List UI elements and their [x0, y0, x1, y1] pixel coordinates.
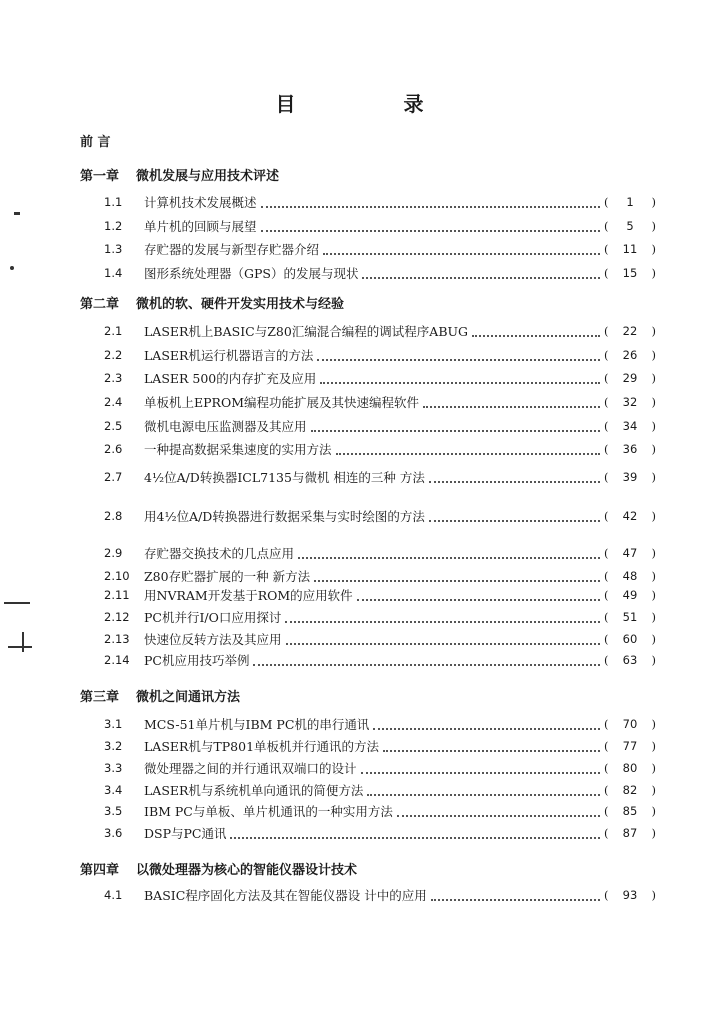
page-ref: ( 5 ) — [604, 219, 656, 233]
page-ref: ( 70 ) — [604, 717, 656, 731]
dot-leader — [261, 205, 600, 208]
toc-entry — [104, 607, 656, 627]
section-title: 存贮器交换技术的几点应用 — [144, 546, 295, 561]
page-number: 63 — [622, 653, 638, 667]
chapter-heading — [80, 165, 279, 184]
page-number: 87 — [622, 826, 638, 840]
chapter-heading — [80, 859, 357, 878]
dot-leader — [286, 642, 600, 645]
page-ref: ( 80 ) — [604, 761, 656, 775]
section-title: 单片机的回顾与展望 — [144, 219, 257, 234]
section-number: 2.5 — [104, 419, 123, 433]
dot-leader — [429, 519, 600, 522]
page-ref: ( 26 ) — [604, 348, 656, 362]
page-number: 22 — [622, 324, 638, 338]
section-title: 用4½位A/D转换器进行数据采集与实时绘图的方法 — [144, 509, 425, 524]
page-number: 42 — [622, 509, 638, 523]
page-ref: ( 77 ) — [604, 739, 656, 753]
page-number: 39 — [622, 470, 638, 484]
page-ref: ( 11 ) — [604, 242, 656, 256]
page-number: 80 — [622, 761, 638, 775]
toc-entry — [104, 439, 656, 459]
section-title: LASER 500的内存扩充及应用 — [144, 371, 317, 386]
page-number: 85 — [622, 804, 638, 818]
page-number: 82 — [622, 783, 638, 797]
chapter-title: 微机之间通讯方法 — [136, 690, 241, 705]
dot-leader — [285, 620, 600, 623]
section-number: 1.2 — [104, 219, 123, 233]
section-number: 3.5 — [104, 804, 123, 818]
dot-leader — [298, 556, 600, 559]
section-number: 2.7 — [104, 470, 123, 484]
page-ref: ( 32 ) — [604, 395, 656, 409]
section-title: LASER机与TP801单板机并行通讯的方法 — [144, 739, 380, 754]
page-ref: ( 93 ) — [604, 888, 656, 902]
chapter-heading — [80, 686, 240, 705]
toc-entry — [104, 566, 656, 586]
toc-entry — [104, 467, 656, 487]
toc-entry — [104, 758, 656, 778]
toc-entry — [104, 780, 656, 800]
page-ref: ( 85 ) — [604, 804, 656, 818]
section-title: IBM PC与单板、单片机通讯的一种实用方法 — [144, 804, 393, 819]
page-ref: ( 36 ) — [604, 442, 656, 456]
dot-leader — [431, 898, 600, 901]
page-ref: ( 87 ) — [604, 826, 656, 840]
toc-entry — [104, 714, 656, 734]
section-number: 3.4 — [104, 783, 123, 797]
page-ref: ( 63 ) — [604, 653, 656, 667]
section-title: LASER机上BASIC与Z80汇编混合编程的调试程序ABUG — [144, 324, 469, 339]
page-number: 36 — [622, 442, 638, 456]
section-title: 单板机上EPROM编程功能扩展及其快速编程软件 — [144, 395, 419, 410]
section-title: LASER机与系统机单向通讯的简便方法 — [144, 783, 364, 798]
chapter-heading — [80, 293, 344, 312]
page-number: 11 — [622, 242, 638, 256]
dot-leader — [323, 252, 600, 255]
page-number: 51 — [622, 610, 638, 624]
page-ref: ( 29 ) — [604, 371, 656, 385]
dot-leader — [373, 727, 600, 730]
chapter-number: 第一章 — [80, 169, 120, 184]
section-number: 3.2 — [104, 739, 123, 753]
section-number: 1.1 — [104, 195, 123, 209]
page-number: 29 — [622, 371, 638, 385]
page-ref: ( 82 ) — [604, 783, 656, 797]
toc-entry — [104, 823, 656, 843]
page-ref: ( 1 ) — [604, 195, 656, 209]
section-number: 2.12 — [104, 610, 130, 624]
dot-leader — [320, 381, 600, 384]
chapter-title: 微机发展与应用技术评述 — [136, 169, 280, 184]
toc-entry — [104, 239, 656, 259]
scan-mark — [10, 266, 14, 270]
toc-entry — [104, 192, 656, 212]
section-number: 2.4 — [104, 395, 123, 409]
preface-heading: 前 言 — [80, 135, 111, 150]
dot-leader — [367, 793, 600, 796]
section-number: 1.4 — [104, 266, 123, 280]
toc-entry — [104, 543, 656, 563]
section-title: 4½位A/D转换器ICL7135与微机 相连的三种 方法 — [144, 470, 425, 485]
section-title: 计算机技术发展概述 — [144, 195, 257, 210]
page-number: 34 — [622, 419, 638, 433]
dot-leader — [423, 405, 600, 408]
toc-entry — [104, 801, 656, 821]
section-title: PC机并行I/O口应用探讨 — [144, 610, 282, 625]
toc-entry — [104, 216, 656, 236]
section-number: 2.2 — [104, 348, 123, 362]
toc-entry — [104, 321, 656, 341]
toc-entry — [104, 368, 656, 388]
toc-entry — [104, 585, 656, 605]
toc-entry — [104, 885, 656, 905]
section-title: 微处理器之间的并行通讯双端口的设计 — [144, 761, 357, 776]
page-number: 48 — [622, 569, 638, 583]
section-title: 图形系统处理器（GPS）的发展与现状 — [144, 266, 359, 281]
page-ref: ( 48 ) — [604, 569, 656, 583]
chapter-number: 第三章 — [80, 690, 120, 705]
toc-entry — [104, 736, 656, 756]
dot-leader — [311, 429, 600, 432]
section-number: 2.3 — [104, 371, 123, 385]
dot-leader — [362, 276, 600, 279]
scan-mark — [4, 602, 30, 604]
section-number: 2.14 — [104, 653, 130, 667]
page-number: 32 — [622, 395, 638, 409]
section-title: 一种提高数据采集速度的实用方法 — [144, 442, 332, 457]
toc-entry — [104, 392, 656, 412]
page-ref: ( 42 ) — [604, 509, 656, 523]
scan-mark — [14, 212, 20, 215]
dot-leader — [397, 814, 600, 817]
section-title: 微机电源电压监测器及其应用 — [144, 419, 307, 434]
chapter-number: 第四章 — [80, 863, 120, 878]
dot-leader — [361, 771, 600, 774]
section-number: 4.1 — [104, 888, 123, 902]
section-title: 存贮器的发展与新型存贮器介绍 — [144, 242, 320, 257]
page-title: 目 录 — [275, 92, 468, 116]
section-number: 2.13 — [104, 632, 130, 646]
toc-entry — [104, 650, 656, 670]
page-ref: ( 39 ) — [604, 470, 656, 484]
dot-leader — [253, 663, 600, 666]
section-title: MCS-51单片机与IBM PC机的串行通讯 — [144, 717, 370, 732]
section-number: 2.6 — [104, 442, 123, 456]
section-title: DSP与PC通讯 — [144, 826, 227, 841]
section-number: 2.11 — [104, 588, 130, 602]
section-number: 3.1 — [104, 717, 123, 731]
page-ref: ( 34 ) — [604, 419, 656, 433]
toc-entry — [104, 629, 656, 649]
chapter-number: 第二章 — [80, 297, 120, 312]
toc-entry — [104, 506, 656, 526]
section-title: 用NVRAM开发基于ROM的应用软件 — [144, 588, 353, 603]
section-number: 1.3 — [104, 242, 123, 256]
section-title: BASIC程序固化方法及其在智能仪器设 计中的应用 — [144, 888, 427, 903]
page-ref: ( 49 ) — [604, 588, 656, 602]
page-ref: ( 47 ) — [604, 546, 656, 560]
page-number: 5 — [626, 219, 634, 233]
section-title: PC机应用技巧举例 — [144, 653, 250, 668]
toc-entry — [104, 345, 656, 365]
toc-entry — [104, 263, 656, 283]
dot-leader — [472, 334, 600, 337]
dot-leader — [261, 229, 600, 232]
page-number: 1 — [626, 195, 634, 209]
scan-mark — [22, 632, 24, 652]
page-number: 15 — [622, 266, 638, 280]
section-number: 3.6 — [104, 826, 123, 840]
page-ref: ( 51 ) — [604, 610, 656, 624]
scan-mark — [8, 646, 32, 648]
chapter-title: 以微处理器为核心的智能仪器设计技术 — [136, 863, 358, 878]
section-number: 2.9 — [104, 546, 123, 560]
section-number: 2.8 — [104, 509, 123, 523]
dot-leader — [357, 598, 600, 601]
section-number: 2.10 — [104, 569, 130, 583]
dot-leader — [429, 480, 600, 483]
dot-leader — [317, 358, 600, 361]
page-number: 47 — [622, 546, 638, 560]
dot-leader — [230, 836, 600, 839]
chapter-title: 微机的软、硬件开发实用技术与经验 — [136, 297, 345, 312]
page-number: 26 — [622, 348, 638, 362]
section-title: LASER机运行机器语言的方法 — [144, 348, 314, 363]
dot-leader — [314, 579, 600, 582]
page-ref: ( 22 ) — [604, 324, 656, 338]
dot-leader — [383, 749, 600, 752]
section-title: 快速位反转方法及其应用 — [144, 632, 282, 647]
page-number: 77 — [622, 739, 638, 753]
dot-leader — [336, 452, 600, 455]
section-title: Z80存贮器扩展的一种 新方法 — [144, 569, 311, 584]
page-number: 93 — [622, 888, 638, 902]
section-number: 2.1 — [104, 324, 123, 338]
page-number: 70 — [622, 717, 638, 731]
page-number: 60 — [622, 632, 638, 646]
page-ref: ( 15 ) — [604, 266, 656, 280]
section-number: 3.3 — [104, 761, 123, 775]
page-number: 49 — [622, 588, 638, 602]
page-ref: ( 60 ) — [604, 632, 656, 646]
toc-entry — [104, 416, 656, 436]
